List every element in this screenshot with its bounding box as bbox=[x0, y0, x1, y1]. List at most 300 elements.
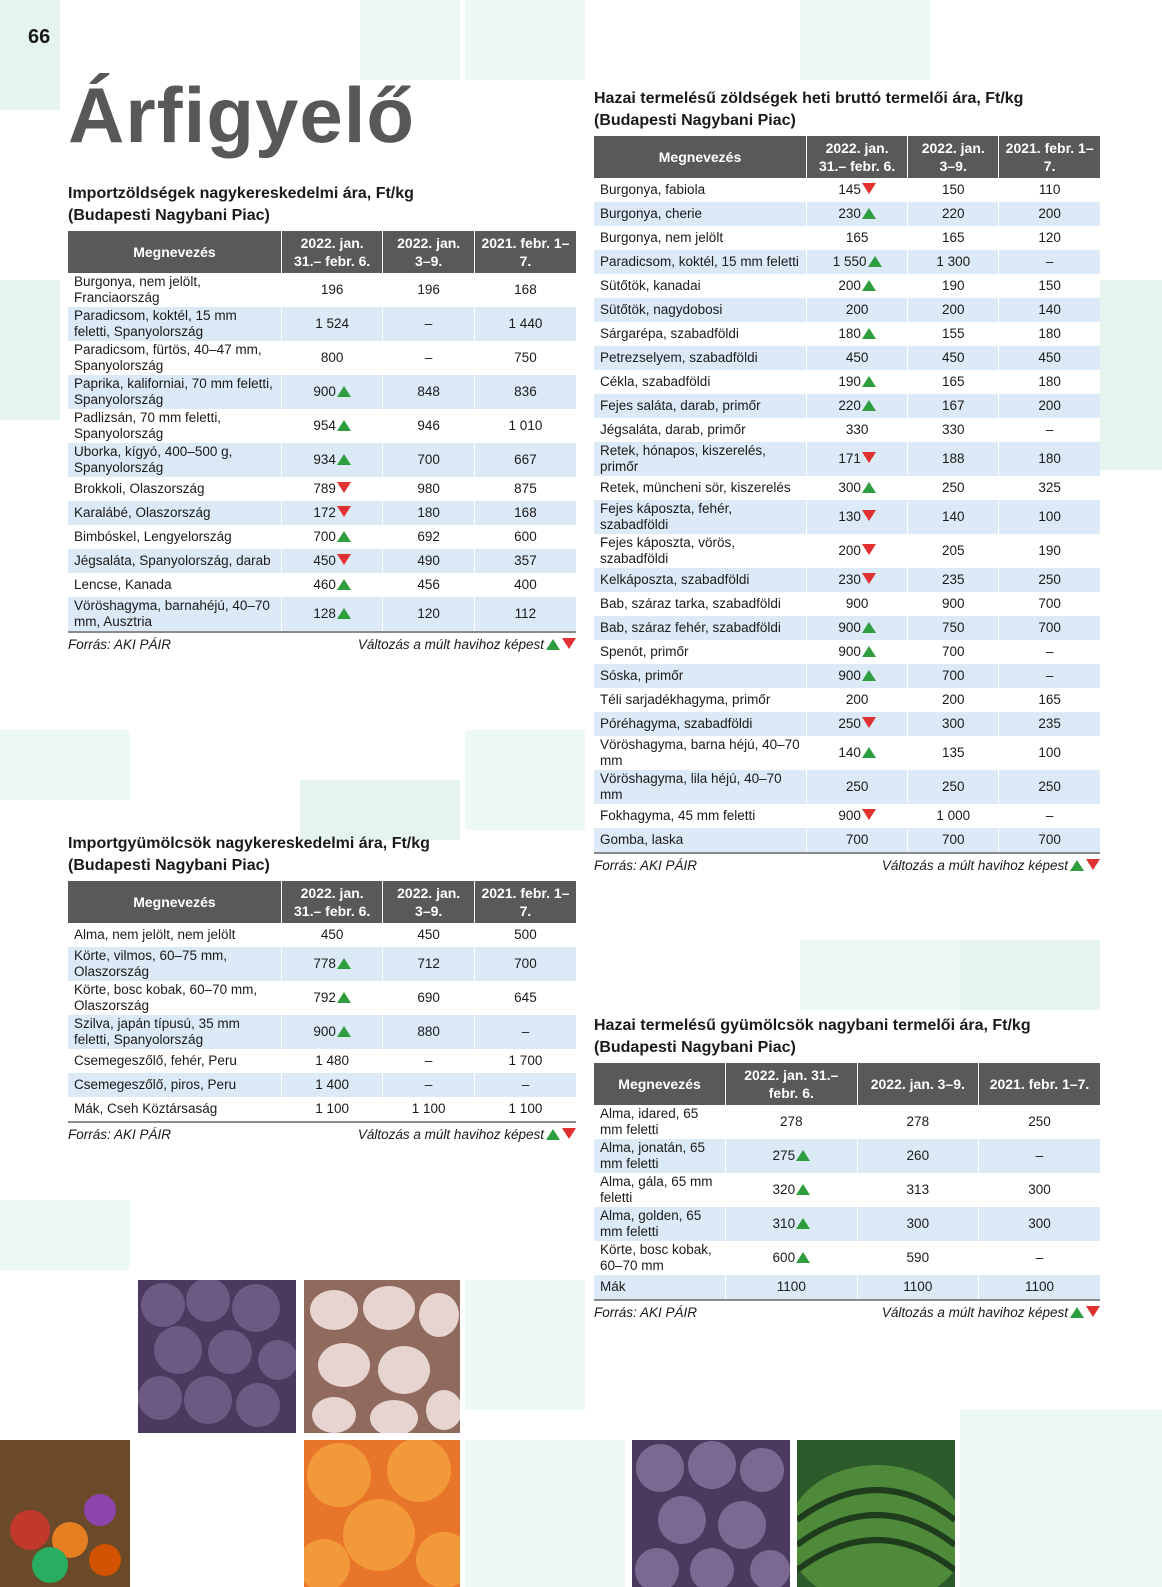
product-name: Póréhagyma, szabadföldi bbox=[594, 712, 807, 736]
price-previous-year: 100 bbox=[999, 736, 1100, 770]
price-current bbox=[807, 640, 908, 664]
table-subtitle-line: (Budapesti Nagybani Piac) bbox=[68, 857, 270, 874]
price-previous-week: 700 bbox=[908, 828, 999, 853]
price-previous-year: 180 bbox=[999, 442, 1100, 476]
table-title-line: Importgyümölcsök nagykereskedelmi ára, Ft/kg bbox=[68, 835, 430, 852]
product-name: Bab, száraz fehér, szabadföldi bbox=[594, 616, 807, 640]
price-value: 230 bbox=[838, 206, 861, 221]
price-table bbox=[68, 881, 576, 1123]
product-name: Paradicsom, koktél, 15 mm feletti bbox=[594, 250, 807, 274]
price-previous-year: – bbox=[999, 418, 1100, 442]
table-row bbox=[68, 597, 576, 632]
trend-up-icon bbox=[862, 376, 876, 387]
price-current bbox=[807, 592, 908, 616]
table-row bbox=[68, 273, 576, 307]
column-header: 2021. febr. 1–7. bbox=[474, 231, 576, 273]
price-value: 190 bbox=[838, 374, 861, 389]
table-row bbox=[594, 616, 1100, 640]
price-previous-week: 205 bbox=[908, 534, 999, 568]
table-row bbox=[68, 341, 576, 375]
price-current bbox=[807, 804, 908, 828]
table-row bbox=[594, 1105, 1100, 1139]
price-previous-week: 750 bbox=[908, 616, 999, 640]
table-title-line: Hazai termelésű gyümölcsök nagybani termelői ára, Ft/kg bbox=[594, 1017, 1031, 1034]
column-header: 2021. febr. 1–7. bbox=[999, 136, 1100, 178]
price-value: 800 bbox=[320, 350, 344, 365]
source-note: Forrás: AKI PÁIR bbox=[594, 1305, 698, 1320]
price-previous-week: 190 bbox=[908, 274, 999, 298]
change-legend-text: Változás a múlt havihoz képest bbox=[357, 1127, 544, 1142]
table-row bbox=[68, 947, 576, 981]
price-value: 165 bbox=[845, 230, 869, 245]
price-previous-week: 450 bbox=[383, 923, 474, 947]
price-value: 1100 bbox=[776, 1279, 806, 1294]
price-value: 200 bbox=[838, 278, 861, 293]
table-row bbox=[68, 443, 576, 477]
price-previous-year: 112 bbox=[474, 597, 576, 632]
trend-up-icon bbox=[337, 608, 351, 619]
price-previous-year: 100 bbox=[999, 500, 1100, 534]
table-row bbox=[594, 828, 1100, 853]
price-current bbox=[281, 947, 383, 981]
price-current bbox=[281, 341, 383, 375]
product-name: Jégsaláta, Spanyolország, darab bbox=[68, 549, 281, 573]
table-row bbox=[594, 1241, 1100, 1275]
trend-down-icon bbox=[1086, 859, 1100, 870]
product-name: Körte, vilmos, 60–75 mm, Olaszország bbox=[68, 947, 281, 981]
product-name: Alma, nem jelölt, nem jelölt bbox=[68, 923, 281, 947]
trend-down-icon bbox=[862, 717, 876, 728]
price-previous-year: – bbox=[999, 250, 1100, 274]
change-legend-text: Változás a múlt havihoz képest bbox=[357, 637, 544, 652]
table-footnote bbox=[594, 1305, 1100, 1320]
trend-down-icon bbox=[862, 809, 876, 820]
background-tile bbox=[0, 1200, 130, 1270]
table-row bbox=[68, 981, 576, 1015]
price-previous-week: 155 bbox=[908, 322, 999, 346]
price-previous-week: 456 bbox=[383, 573, 474, 597]
price-value: 900 bbox=[313, 384, 336, 399]
price-value: 934 bbox=[313, 452, 336, 467]
price-previous-week: 1100 bbox=[857, 1275, 978, 1300]
background-tile bbox=[0, 730, 130, 800]
column-header: Megnevezés bbox=[594, 1063, 726, 1105]
price-previous-week: 1 300 bbox=[908, 250, 999, 274]
trend-up-icon bbox=[337, 420, 351, 431]
price-previous-year: – bbox=[474, 1073, 576, 1097]
trend-up-icon bbox=[862, 747, 876, 758]
price-value: 180 bbox=[838, 326, 861, 341]
table-row bbox=[594, 664, 1100, 688]
domestic-vegetables-table bbox=[594, 88, 1100, 873]
price-current bbox=[807, 736, 908, 770]
price-value: 789 bbox=[313, 481, 336, 496]
price-previous-year: 700 bbox=[999, 828, 1100, 853]
table-row bbox=[594, 568, 1100, 592]
table-row bbox=[594, 476, 1100, 500]
trend-down-icon bbox=[862, 183, 876, 194]
table-row bbox=[68, 501, 576, 525]
price-previous-week: 260 bbox=[857, 1139, 978, 1173]
price-value: 320 bbox=[772, 1182, 796, 1197]
trend-up-icon bbox=[337, 958, 351, 969]
price-current bbox=[281, 273, 383, 307]
plums-photo bbox=[138, 1280, 296, 1433]
trend-up-icon bbox=[337, 531, 351, 542]
background-tile bbox=[465, 1280, 585, 1410]
price-current bbox=[281, 501, 383, 525]
price-previous-week: 1 000 bbox=[908, 804, 999, 828]
price-previous-year: 300 bbox=[979, 1173, 1100, 1207]
trend-up-icon bbox=[546, 639, 560, 650]
table-subtitle-line: (Budapesti Nagybani Piac) bbox=[594, 1039, 796, 1056]
table-row bbox=[68, 1049, 576, 1073]
price-previous-year: 235 bbox=[999, 712, 1100, 736]
product-name: Alma, gála, 65 mm feletti bbox=[594, 1173, 726, 1207]
background-tile bbox=[800, 940, 960, 1010]
price-value: 250 bbox=[845, 779, 869, 794]
price-previous-week: 490 bbox=[383, 549, 474, 573]
price-current bbox=[281, 1097, 383, 1122]
trend-up-icon bbox=[546, 1129, 560, 1140]
peaches-photo bbox=[304, 1440, 460, 1587]
background-tile bbox=[1100, 280, 1162, 470]
price-previous-week: 700 bbox=[908, 664, 999, 688]
product-name: Jégsaláta, darab, primőr bbox=[594, 418, 807, 442]
trend-up-icon bbox=[862, 646, 876, 657]
price-previous-week: 450 bbox=[908, 346, 999, 370]
price-value: 460 bbox=[313, 577, 336, 592]
price-value: 230 bbox=[838, 572, 861, 587]
price-previous-year: 190 bbox=[999, 534, 1100, 568]
price-value: 275 bbox=[772, 1148, 796, 1163]
price-value: 778 bbox=[313, 956, 336, 971]
trend-down-icon bbox=[862, 544, 876, 555]
price-value: 900 bbox=[845, 596, 869, 611]
price-value: 220 bbox=[838, 398, 861, 413]
background-tile bbox=[0, 280, 60, 420]
product-name: Csemegeszőlő, fehér, Peru bbox=[68, 1049, 281, 1073]
table-row bbox=[594, 442, 1100, 476]
price-value: 128 bbox=[313, 606, 336, 621]
price-value: 330 bbox=[845, 422, 869, 437]
price-previous-week: 590 bbox=[857, 1241, 978, 1275]
price-previous-year: 110 bbox=[999, 178, 1100, 202]
price-value: 450 bbox=[320, 927, 344, 942]
table-row bbox=[594, 1275, 1100, 1300]
price-current bbox=[281, 409, 383, 443]
product-name: Burgonya, fabiola bbox=[594, 178, 807, 202]
price-previous-week: 188 bbox=[908, 442, 999, 476]
price-previous-week: 278 bbox=[857, 1105, 978, 1139]
price-previous-year: 500 bbox=[474, 923, 576, 947]
price-previous-year: 140 bbox=[999, 298, 1100, 322]
table-row bbox=[594, 274, 1100, 298]
watermelon-photo bbox=[797, 1440, 955, 1587]
table-footnote bbox=[594, 858, 1100, 873]
page-number: 66 bbox=[28, 26, 51, 48]
table-row bbox=[594, 500, 1100, 534]
price-current bbox=[807, 616, 908, 640]
price-previous-year: 250 bbox=[999, 568, 1100, 592]
change-legend-text: Változás a múlt havihoz képest bbox=[881, 858, 1068, 873]
background-tile bbox=[0, 0, 60, 110]
trend-up-icon bbox=[862, 622, 876, 633]
price-current bbox=[807, 202, 908, 226]
table-row bbox=[68, 477, 576, 501]
product-name: Retek, hónapos, kiszerelés, primőr bbox=[594, 442, 807, 476]
background-tile bbox=[465, 730, 585, 830]
price-current bbox=[281, 573, 383, 597]
price-current bbox=[726, 1275, 858, 1300]
domestic-fruits-table bbox=[594, 1015, 1100, 1320]
table-row bbox=[594, 346, 1100, 370]
price-previous-year: 120 bbox=[999, 226, 1100, 250]
price-value: 1 524 bbox=[315, 316, 350, 331]
table-row bbox=[68, 375, 576, 409]
price-current bbox=[281, 923, 383, 947]
price-value: 900 bbox=[838, 644, 861, 659]
price-previous-year: 200 bbox=[999, 202, 1100, 226]
price-value: 278 bbox=[780, 1114, 803, 1129]
product-name: Fejes káposzta, vörös, szabadföldi bbox=[594, 534, 807, 568]
price-previous-year: 450 bbox=[999, 346, 1100, 370]
trend-up-icon bbox=[868, 256, 882, 267]
product-name: Vöröshagyma, barnahéjú, 40–70 mm, Ausztria bbox=[68, 597, 281, 632]
price-previous-week: 300 bbox=[857, 1207, 978, 1241]
price-value: 1 480 bbox=[315, 1053, 350, 1068]
price-table bbox=[594, 136, 1100, 854]
price-previous-year: 300 bbox=[979, 1207, 1100, 1241]
trend-up-icon bbox=[862, 208, 876, 219]
column-header: Megnevezés bbox=[594, 136, 807, 178]
price-current bbox=[807, 346, 908, 370]
price-value: 450 bbox=[313, 553, 336, 568]
trend-up-icon bbox=[337, 454, 351, 465]
product-name: Csemegeszőlő, piros, Peru bbox=[68, 1073, 281, 1097]
price-current bbox=[807, 476, 908, 500]
price-current bbox=[281, 1049, 383, 1073]
column-header: 2022. jan. 3–9. bbox=[383, 881, 474, 923]
table-title bbox=[594, 88, 1100, 132]
product-name: Brokkoli, Olaszország bbox=[68, 477, 281, 501]
table-title-line: Importzöldségek nagykereskedelmi ára, Ft/kg bbox=[68, 185, 414, 202]
trend-up-icon bbox=[337, 1026, 351, 1037]
trend-up-icon bbox=[1070, 1307, 1084, 1318]
product-name: Vöröshagyma, barna héjú, 40–70 mm bbox=[594, 736, 807, 770]
price-previous-year: 168 bbox=[474, 501, 576, 525]
table-row bbox=[68, 923, 576, 947]
price-current bbox=[807, 250, 908, 274]
price-previous-week: 165 bbox=[908, 370, 999, 394]
table-row bbox=[68, 549, 576, 573]
price-previous-week: 692 bbox=[383, 525, 474, 549]
price-table bbox=[68, 231, 576, 633]
table-row bbox=[594, 1139, 1100, 1173]
price-current bbox=[281, 597, 383, 632]
product-name: Sárgarépa, szabadföldi bbox=[594, 322, 807, 346]
source-note: Forrás: AKI PÁIR bbox=[68, 1127, 172, 1142]
price-current bbox=[281, 1015, 383, 1049]
price-current bbox=[281, 307, 383, 341]
price-current bbox=[807, 712, 908, 736]
table-title bbox=[68, 183, 576, 227]
price-previous-year: 836 bbox=[474, 375, 576, 409]
table-row bbox=[68, 1097, 576, 1122]
table-row bbox=[594, 202, 1100, 226]
price-previous-year: 357 bbox=[474, 549, 576, 573]
source-note: Forrás: AKI PÁIR bbox=[68, 637, 172, 652]
trend-down-icon bbox=[862, 452, 876, 463]
price-value: 200 bbox=[845, 692, 869, 707]
product-name: Alma, idared, 65 mm feletti bbox=[594, 1105, 726, 1139]
trend-down-icon bbox=[337, 482, 351, 493]
table-row bbox=[594, 712, 1100, 736]
price-previous-year: 1 100 bbox=[474, 1097, 576, 1122]
price-value: 600 bbox=[772, 1250, 796, 1265]
product-name: Sóska, primőr bbox=[594, 664, 807, 688]
price-previous-week: 313 bbox=[857, 1173, 978, 1207]
price-previous-year: 750 bbox=[474, 341, 576, 375]
product-name: Petrezselyem, szabadföldi bbox=[594, 346, 807, 370]
table-row bbox=[68, 307, 576, 341]
price-current bbox=[726, 1241, 858, 1275]
table-row bbox=[594, 394, 1100, 418]
trend-down-icon bbox=[337, 506, 351, 517]
price-value: 450 bbox=[845, 350, 869, 365]
trend-down-icon bbox=[862, 573, 876, 584]
column-header: 2022. jan. 3–9. bbox=[908, 136, 999, 178]
product-name: Spenót, primőr bbox=[594, 640, 807, 664]
change-legend bbox=[356, 637, 576, 652]
price-previous-week: 690 bbox=[383, 981, 474, 1015]
price-current bbox=[807, 178, 908, 202]
price-current bbox=[281, 477, 383, 501]
product-name: Téli sarjadékhagyma, primőr bbox=[594, 688, 807, 712]
price-current bbox=[726, 1139, 858, 1173]
table-row bbox=[594, 640, 1100, 664]
product-name: Burgonya, nem jelölt bbox=[594, 226, 807, 250]
product-name: Paradicsom, koktél, 15 mm feletti, Spanyolország bbox=[68, 307, 281, 341]
trend-up-icon bbox=[862, 280, 876, 291]
price-previous-week: 180 bbox=[383, 501, 474, 525]
table-title bbox=[68, 833, 576, 877]
trend-up-icon bbox=[337, 579, 351, 590]
price-current bbox=[807, 500, 908, 534]
price-value: 900 bbox=[838, 620, 861, 635]
price-previous-year: 1100 bbox=[979, 1275, 1100, 1300]
product-name: Lencse, Kanada bbox=[68, 573, 281, 597]
price-previous-week: 700 bbox=[908, 640, 999, 664]
trend-up-icon bbox=[337, 386, 351, 397]
change-legend bbox=[356, 1127, 576, 1142]
price-previous-year: 700 bbox=[999, 616, 1100, 640]
price-previous-week: 220 bbox=[908, 202, 999, 226]
price-previous-year: – bbox=[979, 1139, 1100, 1173]
price-previous-week: 712 bbox=[383, 947, 474, 981]
table-title-line: Hazai termelésű zöldségek heti bruttó termelői ára, Ft/kg bbox=[594, 90, 1024, 107]
product-name: Alma, jonatán, 65 mm feletti bbox=[594, 1139, 726, 1173]
table-row bbox=[594, 770, 1100, 804]
table-row bbox=[68, 573, 576, 597]
price-previous-year: – bbox=[999, 804, 1100, 828]
product-name: Fejes saláta, darab, primőr bbox=[594, 394, 807, 418]
background-tile bbox=[465, 0, 585, 80]
trend-up-icon bbox=[796, 1150, 810, 1161]
table-row bbox=[68, 1015, 576, 1049]
price-previous-year: – bbox=[999, 664, 1100, 688]
table-footnote bbox=[68, 637, 576, 652]
product-name: Fejes káposzta, fehér, szabadföldi bbox=[594, 500, 807, 534]
trend-down-icon bbox=[562, 638, 576, 649]
price-current bbox=[281, 981, 383, 1015]
price-current bbox=[807, 534, 908, 568]
product-name: Uborka, kígyó, 400–500 g, Spanyolország bbox=[68, 443, 281, 477]
price-previous-year: 700 bbox=[999, 592, 1100, 616]
product-name: Mák, Cseh Köztársaság bbox=[68, 1097, 281, 1122]
price-previous-week: 135 bbox=[908, 736, 999, 770]
price-value: 172 bbox=[313, 505, 336, 520]
price-previous-week: 250 bbox=[908, 770, 999, 804]
product-name: Padlizsán, 70 mm feletti, Spanyolország bbox=[68, 409, 281, 443]
trend-down-icon bbox=[562, 1128, 576, 1139]
table-row bbox=[594, 226, 1100, 250]
trend-up-icon bbox=[337, 992, 351, 1003]
price-value: 171 bbox=[838, 451, 861, 466]
table-row bbox=[594, 298, 1100, 322]
price-current bbox=[281, 443, 383, 477]
trend-down-icon bbox=[862, 510, 876, 521]
product-name: Alma, golden, 65 mm feletti bbox=[594, 1207, 726, 1241]
price-value: 200 bbox=[845, 302, 869, 317]
price-value: 300 bbox=[838, 480, 861, 495]
product-name: Sütőtök, kanadai bbox=[594, 274, 807, 298]
price-previous-week: – bbox=[383, 307, 474, 341]
product-name: Karalábé, Olaszország bbox=[68, 501, 281, 525]
table-title bbox=[594, 1015, 1100, 1059]
price-value: 700 bbox=[313, 529, 336, 544]
price-previous-week: 900 bbox=[908, 592, 999, 616]
price-previous-week: 880 bbox=[383, 1015, 474, 1049]
background-tile bbox=[960, 1410, 1162, 1587]
price-current bbox=[807, 394, 908, 418]
table-row bbox=[68, 525, 576, 549]
price-current bbox=[807, 274, 908, 298]
price-previous-week: 200 bbox=[908, 688, 999, 712]
price-current bbox=[281, 375, 383, 409]
table-row bbox=[594, 1173, 1100, 1207]
background-tile bbox=[300, 780, 460, 840]
price-current bbox=[807, 828, 908, 853]
price-previous-week: 120 bbox=[383, 597, 474, 632]
column-header: 2022. jan. 3–9. bbox=[383, 231, 474, 273]
price-value: 200 bbox=[838, 543, 861, 558]
table-row bbox=[594, 688, 1100, 712]
price-previous-year: 180 bbox=[999, 370, 1100, 394]
column-header: 2022. jan. 31.– febr. 6. bbox=[281, 881, 383, 923]
background-tile bbox=[465, 1440, 625, 1587]
price-current bbox=[807, 322, 908, 346]
source-note: Forrás: AKI PÁIR bbox=[594, 858, 698, 873]
price-previous-week: 200 bbox=[908, 298, 999, 322]
background-tile bbox=[360, 0, 460, 80]
price-previous-week: 165 bbox=[908, 226, 999, 250]
price-previous-year: 180 bbox=[999, 322, 1100, 346]
price-current bbox=[807, 568, 908, 592]
table-row bbox=[68, 1073, 576, 1097]
background-tile bbox=[960, 940, 1100, 1010]
price-value: 310 bbox=[772, 1216, 796, 1231]
